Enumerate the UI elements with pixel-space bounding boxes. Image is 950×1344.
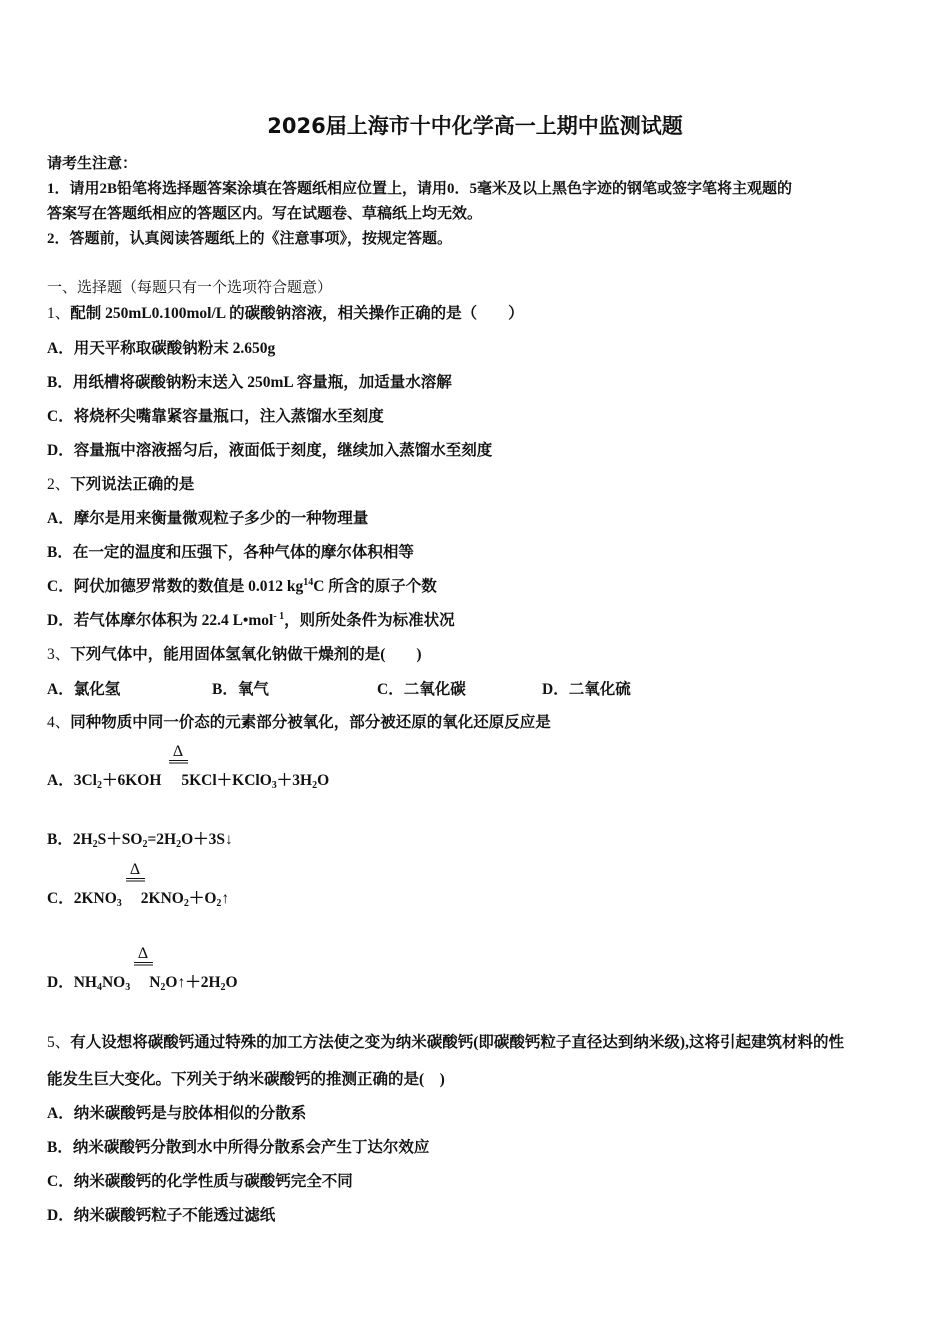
question-5-text-line-2: 能发生巨大变化。下列关于纳米碳酸钙的推测正确的是( ) [47,1071,445,1088]
question-5-number: 5、 [47,1034,71,1051]
heat-symbol-a: Δ ══ [169,743,187,770]
question-3-number: 3、 [47,646,71,663]
notice-heading: 请考生注意： [47,156,138,172]
question-4-option-b: B．$2H_2S+SO_2=2H_2O+3S↓$ [47,831,233,850]
question-1 [47,301,524,323]
question-5-text-line-1: 有人设想将碳酸钙通过特殊的加工方法使之变为纳米碳酸钙(即碳酸钙粒子直径达到纳米级),这将引起建筑材料的性 [70,1034,844,1051]
heat-symbol-c: Δ ══ [126,861,144,888]
notice-line-2: 答案写在答题纸相应的答题区内。写在试题卷、草稿纸上均无效。 [47,206,483,222]
question-4-text: 同种物质中同一价态的元素部分被氧化，部分被还原的氧化还原反应是 [70,714,551,731]
question-1-text: 配制 250mL0.100mol/L 的碳酸钠溶液，相关操作正确的是（ ） [70,305,524,322]
heat-symbol-d: Δ ══ [134,945,152,972]
notice-line-3: 2．答题前，认真阅读答题纸上的《注意事项》，按规定答题。 [47,231,453,247]
question-2-option-b: B．在一定的温度和压强下，各种气体的摩尔体积相等 [47,544,414,561]
question-2-number: 2、 [47,476,71,493]
question-3-text: 下列气体中，能用固体氢氧化钠做干燥剂的是( ) [70,646,422,663]
question-3 [47,642,422,664]
question-2-option-a: A．摩尔是用来衡量微观粒子多少的一种物理量 [47,510,369,527]
question-1-option-a: A．用天平称取碳酸钠粉末 2.650g [47,340,276,357]
question-3-option-c: C．二氧化碳 [377,681,466,698]
question-3-option-d: D．二氧化硫 [542,681,631,698]
question-5-option-c: C．纳米碳酸钙的化学性质与碳酸钙完全不同 [47,1173,353,1190]
question-4-option-d: D．$NH_4NO_3$ $N_2O↑+2H_2O$ [47,974,238,993]
question-1-option-b: B．用纸槽将碳酸钠粉末送入 250mL 容量瓶，加适量水溶解 [47,374,452,391]
question-1-option-d: D．容量瓶中溶液摇匀后，液面低于刻度，继续加入蒸馏水至刻度 [47,442,493,459]
question-1-option-c: C．将烧杯尖嘴靠紧容量瓶口，注入蒸馏水至刻度 [47,408,384,425]
page-title: 2026届上海市十中化学高一上期中监测试题 [267,114,683,138]
question-4-number: 4、 [47,714,71,731]
question-3-option-b: B．氧气 [212,681,269,698]
question-4-option-c: C．$2KNO_3$ $2KNO_2+O_2↑$ [47,890,230,909]
section-heading: 一、选择题（每题只有一个选项符合题意） [47,280,333,296]
question-1-number: 1、 [47,305,71,322]
question-2-text: 下列说法正确的是 [70,476,195,493]
question-3-option-a: A．氯化氢 [47,681,121,698]
question-5-option-b: B．纳米碳酸钙分散到水中所得分散系会产生丁达尔效应 [47,1139,430,1156]
question-2 [47,472,194,494]
notice-line-1: 1．请用2B铅笔将选择题答案涂填在答题纸相应位置上，请用0．5毫米及以上黑色字迹的钢笔或签字笔将主观题的 [47,181,793,197]
question-2-option-d: D．若气体摩尔体积为 22.4 L•mol$^{- 1}$，则所处条件为标准状况 [47,611,455,629]
question-5 [47,1030,844,1052]
question-4-option-a: A．$3Cl_2+6KOH$ $5KCl+KClO_3+3H_2O$ [47,772,330,791]
question-5-option-d: D．纳米碳酸钙粒子不能透过滤纸 [47,1207,276,1224]
question-4 [47,710,551,732]
question-2-option-c: C．阿伏加德罗常数的数值是 0.012 $kg^{14}C$ 所含的原子个数 [47,577,437,595]
question-5-option-a: A．纳米碳酸钙是与胶体相似的分散系 [47,1105,307,1122]
